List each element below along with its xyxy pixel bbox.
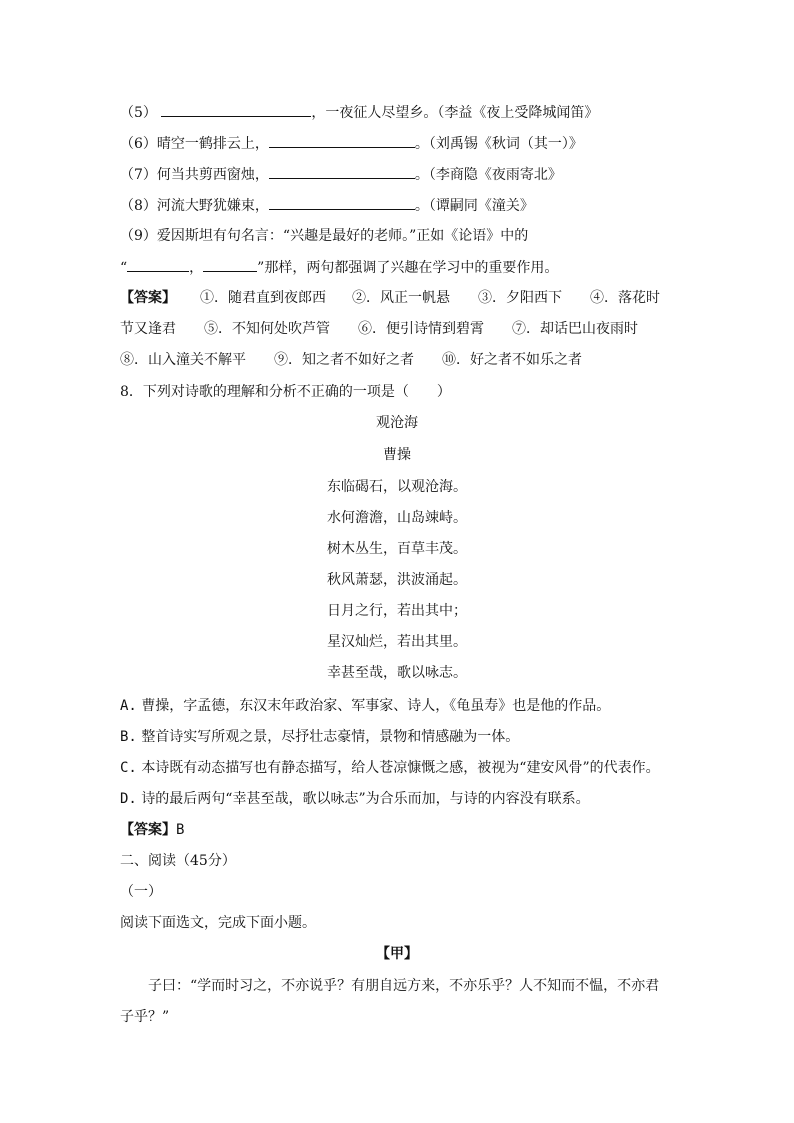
answer-1: ①．随君直到夜郎西 — [200, 290, 326, 306]
option-b — [120, 727, 519, 747]
answer-label: 【答案】 — [120, 822, 176, 838]
answer-9: ⑨．知之者不如好之者 — [274, 352, 414, 368]
verse-text: 。 — [414, 167, 429, 183]
poem-line: 东临碣石，以观沧海。 — [327, 479, 467, 495]
option-text: 诗的最后两句“幸甚至哉，歌以咏志”为合乐而加，与诗的内容没有联系。 — [141, 791, 590, 807]
answer-line-3 — [120, 350, 582, 370]
source-citation: （谭嗣同《潼关》 — [428, 198, 534, 214]
answer-blank — [269, 164, 415, 179]
fill-item-6 — [120, 133, 583, 154]
option-text: 本诗既有动态描写也有静态描写，给人苍凉慷慨之感，被视为“建安风骨”的代表作。 — [141, 760, 660, 776]
option-c — [120, 758, 660, 778]
verse-text: 晴空一鹤排云上， — [156, 136, 269, 152]
answer-blank — [127, 257, 189, 272]
option-letter: D. — [120, 791, 137, 807]
answer-blank — [203, 257, 257, 272]
passage-text-cont: 子乎？” — [120, 1009, 170, 1025]
poem-line: 水何澹澹，山岛竦峙。 — [327, 510, 467, 526]
answer-2: ②．风正一帆悬 — [352, 290, 450, 306]
subsection-heading: （一） — [120, 884, 162, 900]
answer-6: ⑥．便引诗情到碧霄 — [358, 321, 484, 337]
answer-5: ⑤．不知何处吹芦管 — [204, 321, 330, 337]
answer-blank — [269, 195, 415, 210]
verse-text: 河流大野犹嫌束， — [156, 198, 269, 214]
option-d — [120, 789, 590, 809]
option-letter: A. — [120, 698, 137, 714]
poem-line: 幸甚至哉，歌以咏志。 — [327, 665, 467, 681]
passage-label: 【甲】 — [376, 946, 418, 962]
option-text: 曹操，字孟德，东汉末年政治家、军事家、诗人，《龟虽寿》也是他的作品。 — [141, 698, 611, 714]
poem-author: 曹操 — [383, 447, 411, 463]
verse-text: 。 — [414, 136, 429, 152]
option-letter: C. — [120, 760, 137, 776]
answer-line-1 — [120, 288, 660, 308]
answer-4-cont: 节又逢君 — [120, 321, 176, 337]
item-number: （6） — [120, 136, 157, 152]
source-citation: （刘禹锡《秋词（其一）》 — [428, 136, 583, 152]
answer-blank — [161, 102, 311, 117]
verse-text: ，一夜征人尽望乡。 — [311, 105, 438, 121]
answer-7: ⑦．却话巴山夜雨时 — [512, 321, 638, 337]
fill-item-9-line2 — [120, 257, 558, 278]
reading-instruction: 阅读下面选文，完成下面小题。 — [120, 915, 316, 931]
answer-10: ⑩．好之者不如乐之者 — [442, 352, 582, 368]
answer-4: ④．落花时 — [590, 290, 660, 306]
answer-label: 【答案】 — [120, 290, 176, 306]
item-number: （8） — [120, 198, 157, 214]
answer-3: ③．夕阳西下 — [478, 290, 562, 306]
fill-item-9: （9）爱因斯坦有句名言：“兴趣是最好的老师。”正如《论语》中的 — [120, 228, 529, 244]
verse-text: 何当共剪西窗烛， — [156, 167, 269, 183]
answer-blank — [269, 133, 415, 148]
fill-item-7 — [120, 164, 562, 185]
item-number: （5） — [120, 105, 157, 121]
fill-item-8 — [120, 195, 534, 216]
poem-title: 观沧海 — [376, 415, 418, 431]
section-heading: 二、阅读（45分） — [120, 853, 236, 869]
source-citation: （李商隐《夜雨寄北》 — [428, 167, 562, 183]
answer-line-2 — [120, 319, 638, 339]
quote-open: “ — [120, 260, 128, 276]
question-8-answer — [120, 820, 184, 840]
question-8-stem: 8．下列对诗歌的理解和分析不正确的一项是（ ） — [120, 384, 451, 400]
poem-line: 树木丛生，百草丰茂。 — [327, 541, 467, 557]
option-a — [120, 696, 610, 716]
fill-item-5 — [120, 102, 598, 123]
source-citation: （李益《夜上受降城闻笛》 — [437, 105, 599, 121]
poem-line: 星汉灿烂，若出其里。 — [327, 634, 467, 650]
answer-value: B — [176, 822, 185, 838]
passage-text: 子曰：“学而时习之，不亦说乎？有朋自远方来，不亦乐乎？人不知而不愠，不亦君 — [148, 978, 660, 994]
comma: ， — [189, 260, 204, 276]
item-number: （7） — [120, 167, 157, 183]
option-letter: B. — [120, 729, 137, 745]
quote-close-text: ”那样，两句都强调了兴趣在学习中的重要作用。 — [257, 260, 559, 276]
option-text: 整首诗实写所观之景，尽抒壮志豪情，景物和情感融为一体。 — [141, 729, 520, 745]
answer-8: ⑧．山入潼关不解平 — [120, 352, 246, 368]
poem-line: 日月之行，若出其中； — [327, 603, 467, 619]
poem-line: 秋风萧瑟，洪波涌起。 — [327, 572, 467, 588]
verse-text: 。 — [414, 198, 429, 214]
